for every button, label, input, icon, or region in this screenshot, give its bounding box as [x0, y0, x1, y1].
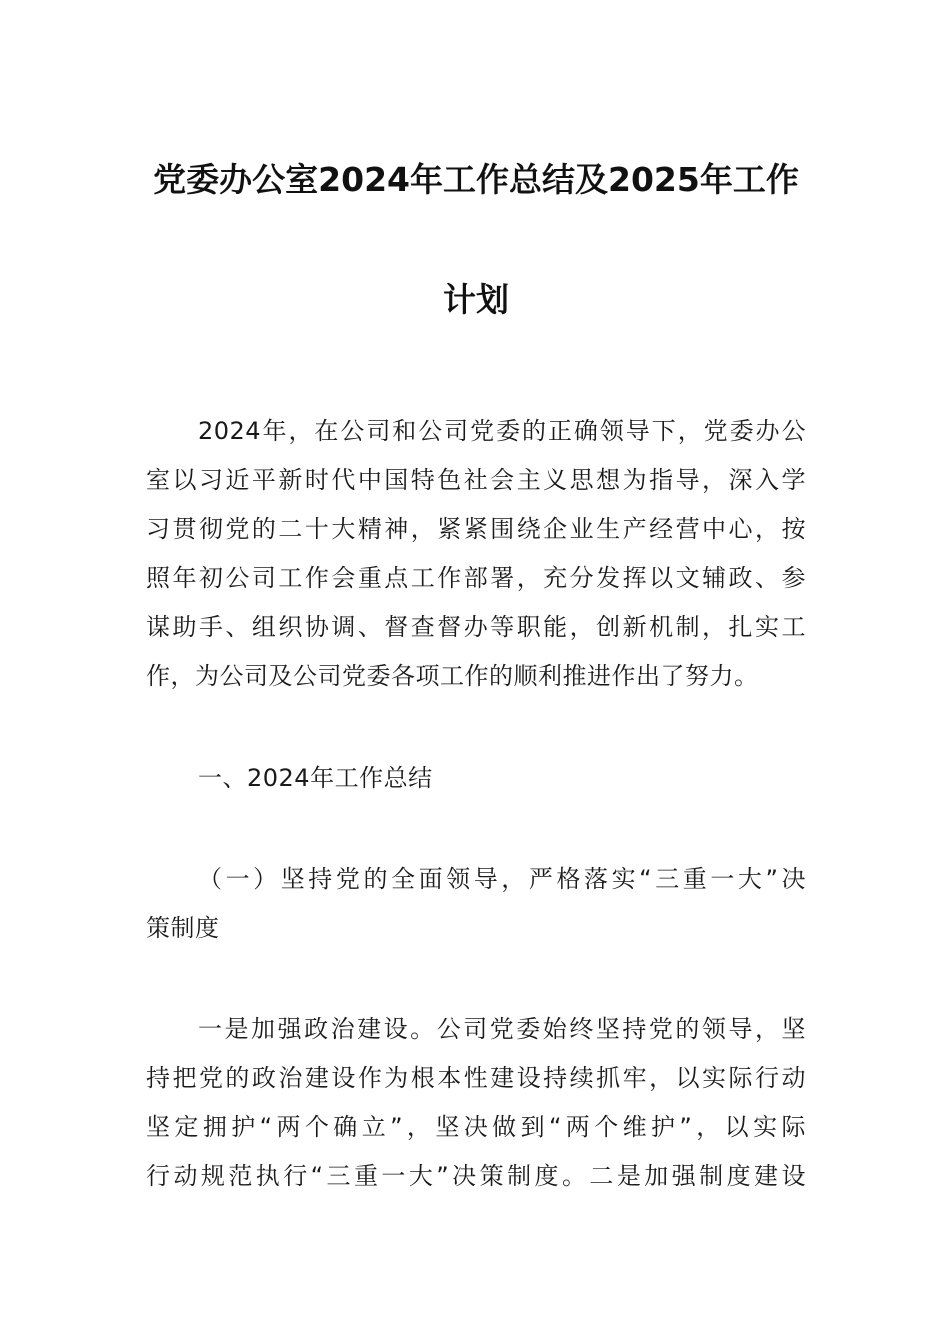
subsection-heading-line-1: （一）坚持党的全面领导，严格落实“三重一大”决	[198, 865, 806, 893]
document-title-line-1: 党委办公室2024年工作总结及2025年工作	[153, 160, 799, 199]
intro-line-6: 作，为公司及公司党委各项工作的顺利推进作出了努力。	[146, 662, 759, 690]
paragraph-line-4: 行动规范执行“三重一大”决策制度。二是加强制度建设	[146, 1162, 806, 1190]
paragraph-line-1: 一是加强政治建设。公司党委始终坚持党的领导，坚	[198, 1015, 806, 1043]
section-heading-summary: 一、2024年工作总结	[198, 764, 433, 792]
paragraph-line-3: 坚定拥护“两个确立”，坚决做到“两个维护”，以实际	[146, 1113, 806, 1141]
intro-line-3: 习贯彻党的二十大精神，紧紧围绕企业生产经营中心，按	[146, 515, 806, 543]
paragraph-line-2: 持把党的政治建设作为根本性建设持续抓牢，以实际行动	[146, 1064, 806, 1092]
intro-line-5: 谋助手、组织协调、督查督办等职能，创新机制，扎实工	[146, 613, 806, 641]
document-title-line-2: 计划	[443, 280, 509, 319]
intro-line-2: 室以习近平新时代中国特色社会主义思想为指导，深入学	[146, 466, 806, 494]
intro-line-1: 2024年，在公司和公司党委的正确领导下，党委办公	[198, 417, 806, 445]
intro-line-4: 照年初公司工作会重点工作部署，充分发挥以文辅政、参	[146, 564, 806, 592]
subsection-heading-line-2: 策制度	[146, 914, 220, 942]
